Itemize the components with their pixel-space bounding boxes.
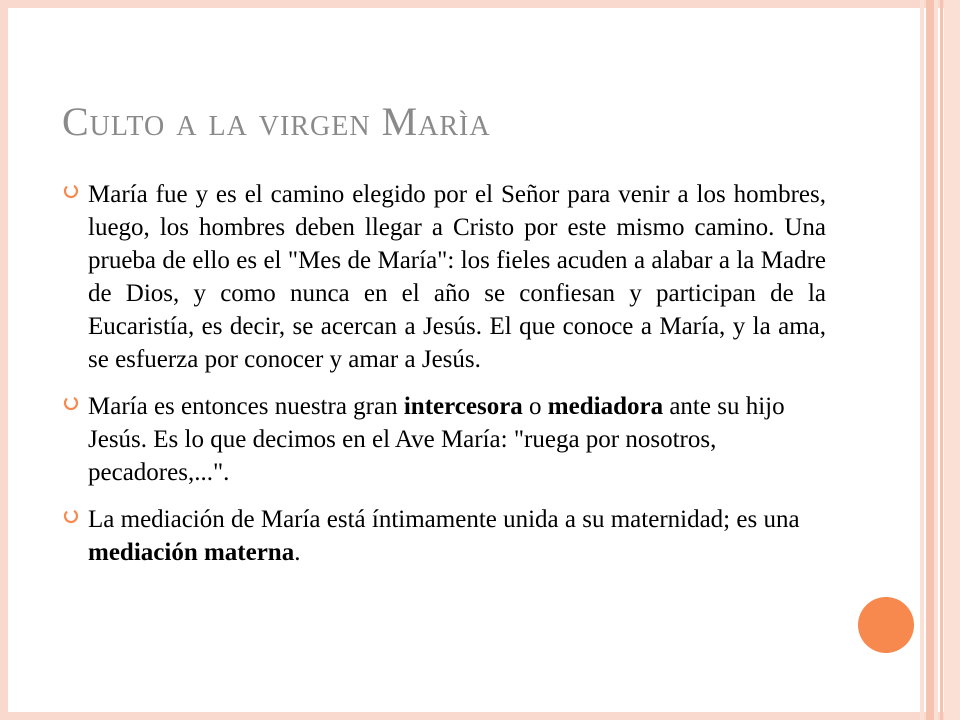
frame-left-border [0,0,8,720]
bullet-segment: María es entonces nuestra gran [88,393,404,420]
circle-outline-icon [62,507,80,525]
bullet-bold-segment: intercesora [403,393,523,420]
bullet-segment: ante su hijo Jesús. Es lo que decimos en el Ave María: "ruega por nosotros, pecadores,...". [88,393,785,486]
right-stripe [926,0,934,720]
right-stripe [944,0,960,720]
bullet-item [62,503,826,569]
bullet-text [88,503,826,569]
bullet-bold-segment: mediación materna [88,539,295,566]
bullet-segment: La mediación de María está íntimamente unida a su maternidad; es una [88,506,800,533]
frame-bottom-border [0,712,960,720]
right-stripe [940,0,943,720]
bullet-segment: . [294,539,301,566]
decorative-circle [858,597,914,653]
bullet-item [62,390,826,489]
slide-title: Culto a la virgen Marìa [62,99,491,144]
bullet-bold-segment: mediadora [547,393,664,420]
bullet-item [62,178,826,376]
circle-outline-icon [62,394,80,412]
bullet-text [88,390,826,489]
bullet-segment: o [522,393,548,420]
frame-top-border [0,0,960,8]
bullet-text [88,178,826,376]
bullet-list [62,178,826,583]
circle-outline-icon [62,182,80,200]
bullet-segment: María fue y es el camino elegido por el Señor para venir a los hombres, luego, los hombres deben llegar a Cristo por este mismo camino. Una prueba de ello es el "Mes de María": los fieles acuden a alabar a la Madre de Dios, y como nunca en el año se confiesan y participan de la Eucaristía, es decir, se acercan a Jesús. El que conoce a María, y la ama, se esfuerza por conocer y amar a Jesús. [88,181,826,373]
right-stripe [920,0,924,720]
right-stripe [934,0,938,720]
